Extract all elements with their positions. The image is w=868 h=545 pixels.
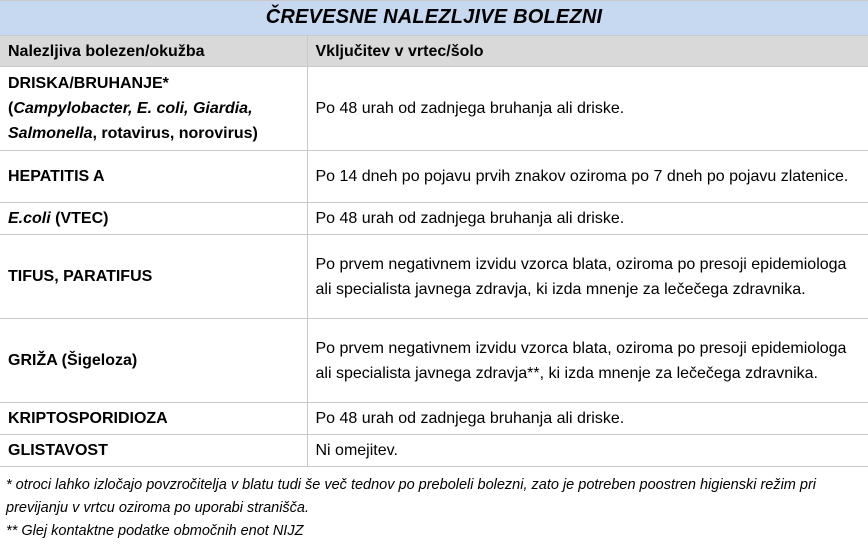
table-row — [0, 319, 868, 403]
disease-cell: TIFUS, PARATIFUS — [0, 235, 307, 319]
disease-name: DRISKA/BRUHANJE* — [8, 75, 169, 92]
table-row — [0, 235, 868, 319]
disease-cell: GRIŽA (Šigeloza) — [0, 319, 307, 403]
title-row — [0, 1, 868, 36]
disease-cell: KRIPTOSPORIDIOZA — [0, 403, 307, 435]
table-row — [0, 403, 868, 435]
disease-cell: GLISTAVOST — [0, 435, 307, 467]
table-row — [0, 67, 868, 151]
column-header-inclusion: Vključitev v vrtec/šolo — [307, 36, 868, 67]
disease-name-italic: E.coli — [8, 210, 51, 227]
disease-name-rest: (VTEC) — [50, 210, 109, 227]
disease-pathogens: Campylobacter, E. coli, Giardia, — [13, 100, 253, 117]
inclusion-cell: Po 48 urah od zadnjega bruhanja ali driske. — [307, 403, 868, 435]
table-row — [0, 203, 868, 235]
footnote-1: * otroci lahko izločajo povzročitelja v blatu tudi še več tednov po preboleli bolezni, zato je potreben poostren higienski režim pri previjanju v vrtcu oziroma po uporabi stranišča. — [6, 477, 817, 516]
table-row — [0, 435, 868, 467]
inclusion-cell: Po 14 dneh po pojavu prvih znakov oziroma po 7 dneh po pojavu zlatenice. — [307, 151, 868, 203]
inclusion-cell: Po prvem negativnem izvidu vzorca blata, oziroma po presoji epidemiologa ali specialista javnega zdravja, ki izda mnenje za lečečega zdravnika. — [307, 235, 868, 319]
disease-paren-open: ( — [8, 100, 14, 117]
footnotes — [6, 474, 862, 543]
inclusion-cell: Po prvem negativnem izvidu vzorca blata, oziroma po presoji epidemiologa ali specialista javnega zdravja**, ki izda mnenje za lečečega zdravnika. — [307, 319, 868, 403]
inclusion-cell: Po 48 urah od zadnjega bruhanja ali driske. — [307, 203, 868, 235]
footnote-2: ** Glej kontaktne podatke območnih enot NIJZ — [6, 523, 304, 539]
disease-pathogen-salmonella: Salmonella — [8, 125, 93, 142]
disease-pathogens-rest: , rotavirus, norovirus) — [92, 125, 258, 142]
inclusion-cell: Ni omejitev. — [307, 435, 868, 467]
inclusion-cell: Po 48 urah od zadnjega bruhanja ali driske. — [307, 67, 868, 151]
header-row — [0, 36, 868, 67]
column-header-disease: Nalezljiva bolezen/okužba — [0, 36, 307, 67]
disease-cell — [0, 67, 307, 151]
disease-cell: HEPATITIS A — [0, 151, 307, 203]
disease-cell — [0, 203, 307, 235]
table-title-cell — [0, 1, 868, 36]
table-row — [0, 151, 868, 203]
table-title: ČREVESNE NALEZLJIVE BOLEZNI — [265, 6, 603, 28]
